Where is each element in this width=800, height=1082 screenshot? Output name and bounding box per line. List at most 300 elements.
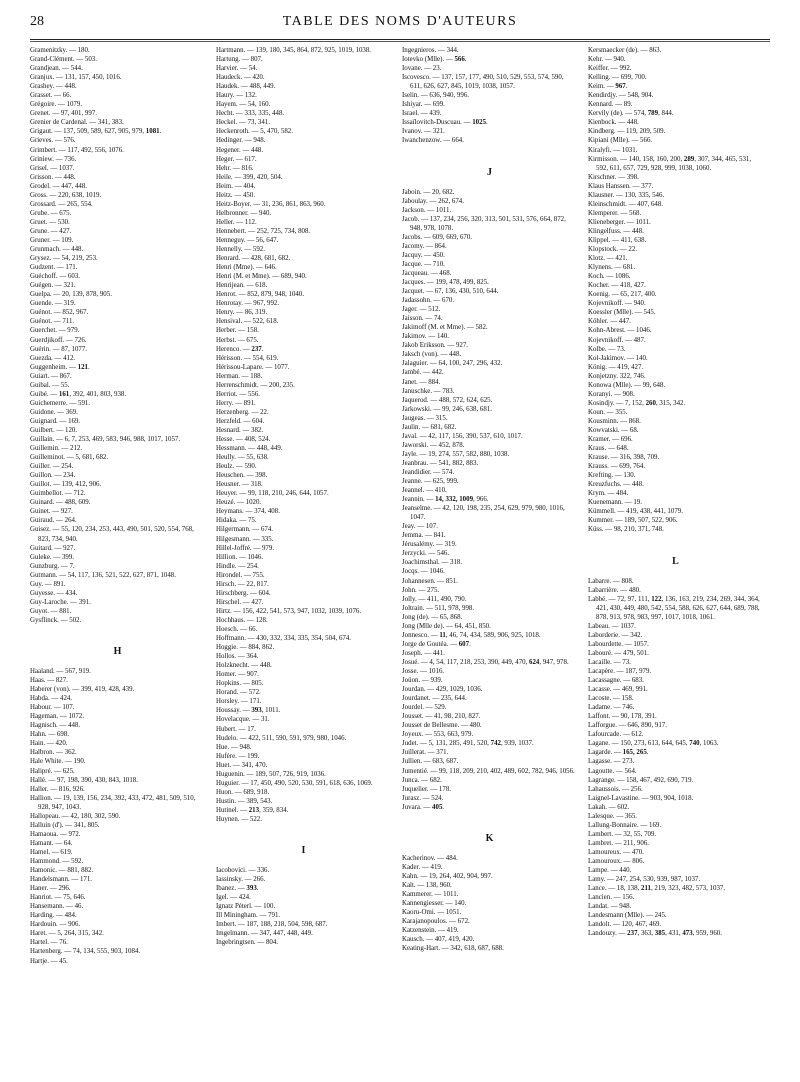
entry-text: Guiraud. — 264. [30, 517, 77, 525]
entry-text: Gross. — 220, 638, 1019. [30, 191, 102, 199]
entry-text: . [646, 749, 649, 757]
index-entry [30, 227, 205, 236]
index-entry [216, 489, 391, 498]
index-entry [402, 486, 577, 495]
index-entry [216, 200, 391, 209]
index-entry [216, 643, 391, 652]
index-column-3 [402, 46, 577, 1074]
entry-text: Hérissou-Lapare. — 1077. [216, 363, 290, 371]
entry-text: Klausner. — 130, 335, 546. [588, 191, 665, 199]
entry-text: Grand-Clément. — 503. [30, 56, 97, 64]
index-entry [588, 748, 763, 757]
entry-text: , 219, 323, 482, 573, 1037. [650, 885, 726, 893]
entry-text: . [442, 803, 445, 811]
header-rule-thin [30, 41, 770, 42]
index-entry [402, 477, 577, 486]
index-entry [402, 721, 577, 730]
index-entry [30, 336, 205, 345]
entry-text: Jakimoff (M. et Mme). — 582. [402, 324, 488, 332]
entry-text: Keating-Hart. — 342, 618, 687, 688. [402, 945, 504, 953]
index-entry [30, 218, 205, 227]
index-entry [30, 767, 205, 776]
index-entry [216, 91, 391, 100]
entry-text: Guyesse. — 434. [30, 589, 78, 597]
entry-text: Halbron. — 362. [30, 749, 77, 757]
index-entry [588, 299, 763, 308]
entry-text: Haas. — 827. [30, 677, 68, 685]
index-entry [216, 589, 391, 598]
entry-page-bold: 473 [682, 930, 693, 938]
entry-text: Jaisson. — 74. [402, 315, 443, 323]
entry-text: Haller. — 816, 926. [30, 785, 85, 793]
index-entry [588, 209, 763, 218]
entry-text: Landat. — 948. [588, 903, 632, 911]
index-entry [588, 317, 763, 326]
index-entry [402, 396, 577, 405]
entry-text: Lacoste. — 158. [588, 695, 634, 703]
index-entry [588, 920, 763, 929]
index-entry [402, 748, 577, 757]
index-entry [402, 658, 577, 667]
index-entry [216, 136, 391, 145]
entry-text: Herber. — 158. [216, 327, 259, 335]
entry-page-bold: 385 [654, 930, 666, 938]
index-entry [216, 127, 391, 136]
index-entry [216, 363, 391, 372]
entry-text: Ingebringtsen. — 804. [216, 939, 279, 947]
index-entry [588, 866, 763, 875]
index-entry [402, 504, 577, 522]
index-entry [216, 417, 391, 426]
entry-text: Kammerer. — 1011. [402, 890, 459, 898]
index-entry [402, 640, 577, 649]
index-entry [402, 676, 577, 685]
entry-text: Kojevnikoff. — 940. [588, 300, 646, 308]
entry-text: , 947, 978. [539, 658, 569, 666]
index-entry [402, 649, 577, 658]
index-entry [588, 712, 763, 721]
entry-text: Grasset. — 66. [30, 92, 72, 100]
index-entry [216, 544, 391, 553]
entry-text: Heuschen. — 398. [216, 472, 268, 480]
index-entry [402, 305, 577, 314]
entry-page-bold: 260 [645, 399, 656, 407]
index-entry [30, 589, 205, 598]
index-entry [30, 821, 205, 830]
entry-text: Heully. — 55, 638. [216, 454, 269, 462]
index-entry [402, 926, 577, 935]
page-number: 28 [30, 14, 44, 29]
index-entry [30, 209, 205, 218]
index-entry [402, 890, 577, 899]
entry-text: Kojevnikoff. — 487. [588, 336, 646, 344]
entry-text: Heitz-Boyer. — 31, 236, 861, 863, 960. [216, 200, 326, 208]
index-entry [30, 553, 205, 562]
index-entry [30, 580, 205, 589]
index-entry [216, 399, 391, 408]
index-entry [216, 326, 391, 335]
index-entry [30, 399, 205, 408]
index-entry [30, 685, 205, 694]
entry-text: Hartmann. — 139, 180, 345, 864, 872, 925, 1019, 1038. [216, 47, 372, 54]
entry-text: Herzfeld. — 604. [216, 417, 265, 425]
index-entry [216, 788, 391, 797]
index-column-1 [30, 46, 205, 1074]
entry-text: Guy-Laroche. — 391. [30, 598, 91, 606]
entry-text: Krefting. — 130. [588, 472, 636, 480]
index-entry [216, 82, 391, 91]
entry-text: Jong (Mlle de). — 64, 451, 850. [402, 622, 491, 630]
entry-text: Lagoutte. — 564. [588, 767, 637, 775]
entry-page-bold: 165, 265 [622, 749, 647, 757]
entry-text: Jarkowski. — 99, 246, 638, 681. [402, 405, 492, 413]
entry-page-bold: 566 [454, 56, 465, 64]
index-entry [402, 233, 577, 242]
index-entry [402, 613, 577, 622]
index-entry [216, 866, 391, 875]
entry-text: Hayem. — 54, 160. [216, 101, 271, 109]
entry-text: Guillot. — 139, 412, 906. [30, 481, 102, 489]
index-entry [402, 899, 577, 908]
index-entry [588, 721, 763, 730]
index-entry [216, 752, 391, 761]
entry-text: Hanriot. — 75, 646. [30, 894, 86, 902]
index-entry [30, 911, 205, 920]
index-entry [588, 308, 763, 317]
entry-text: Jaboin. — 20, 682. [402, 188, 455, 196]
index-entry [402, 127, 577, 136]
entry-text: Houssay. — [216, 707, 252, 715]
index-entry [216, 109, 391, 118]
entry-text: Jager. — 512. [402, 306, 441, 314]
entry-text: Gudzent. — 171. [30, 264, 78, 272]
index-entry [30, 100, 205, 109]
entry-text: Labourdette. — 1057. [588, 640, 649, 648]
entry-text: Imgelmann. — 347, 447, 448, 449. [216, 930, 313, 938]
entry-text: Harvier. — 54. [216, 65, 258, 73]
entry-page-bold: 121 [77, 363, 88, 371]
index-entry [30, 848, 205, 857]
index-entry [588, 676, 763, 685]
index-entry [216, 164, 391, 173]
entry-text: Konjetzny. 322, 746. [588, 372, 646, 380]
index-entry [588, 739, 763, 748]
index-entry [216, 64, 391, 73]
index-entry [588, 812, 763, 821]
entry-text: Guitard. — 927. [30, 544, 76, 552]
index-entry [402, 712, 577, 721]
index-entry [30, 64, 205, 73]
entry-text: Jakob Eriksson. — 927. [402, 342, 469, 350]
index-entry [30, 703, 205, 712]
entry-text: Guichemerre. — 591. [30, 399, 91, 407]
entry-text: Hallé. — 97, 198, 390, 430, 843, 1018. [30, 776, 138, 784]
entry-text: Jeannel. — 410. [402, 487, 447, 495]
entry-text: Hirschel. — 427. [216, 598, 264, 606]
entry-text: Koch. — 1086. [588, 273, 631, 281]
entry-text: Kocher. — 418, 427. [588, 282, 646, 290]
entry-text: Hamel. — 619. [30, 848, 73, 856]
entry-text: Heckenroth. — 5, 470, 582. [216, 128, 293, 136]
entry-text: Kacherinov. — 484. [402, 854, 458, 862]
index-entry [216, 902, 391, 911]
entry-text: Lamouroux. — 806. [588, 857, 645, 865]
entry-text: Jayle. — 19, 274, 557, 582, 880, 1038. [402, 450, 510, 458]
index-entry [402, 332, 577, 341]
entry-text: Grashey. — 448. [30, 83, 77, 91]
index-entry [402, 109, 577, 118]
index-entry [30, 516, 205, 525]
entry-text: Hennelly. — 592. [216, 246, 265, 254]
entry-text: Labouré. — 479, 501. [588, 649, 649, 657]
entry-text: Joyeux. — 553, 663, 979. [402, 731, 474, 739]
index-entry [216, 525, 391, 534]
index-entry [588, 290, 763, 299]
entry-text: Jourdanet. — 235, 644. [402, 695, 467, 703]
index-entry [402, 296, 577, 305]
index-entry [588, 345, 763, 354]
entry-text: Hopkins. — 805. [216, 680, 264, 688]
entry-page-bold: 161 [58, 390, 70, 398]
index-entry [588, 417, 763, 426]
index-entry [30, 127, 205, 136]
section-letter: J [487, 166, 492, 178]
index-column-4 [588, 46, 763, 1074]
index-entry [216, 227, 391, 236]
entry-text: Jaworski. — 452, 878. [402, 441, 465, 449]
index-entry [588, 694, 763, 703]
entry-text: Judet. — 5, 131, 285, 491, 520, [402, 740, 491, 748]
index-entry [30, 299, 205, 308]
entry-text: Kindberg. — 119, 209, 509. [588, 128, 666, 136]
index-entry [588, 875, 763, 884]
index-entry [216, 191, 391, 200]
entry-text: Harding. — 484. [30, 912, 77, 920]
entry-text: Jourdel. — 529. [402, 704, 447, 712]
entry-text: Kummer. — 189, 507, 522, 906. [588, 517, 678, 525]
entry-text: Kümmell. — 419, 438, 441, 1079. [588, 508, 683, 516]
entry-text: Guiart. — 867. [30, 372, 72, 380]
index-entry [216, 426, 391, 435]
entry-text: Junca. — 682. [402, 776, 442, 784]
index-entry [402, 387, 577, 396]
entry-page-bold: 211 [641, 885, 651, 893]
index-entry [588, 426, 763, 435]
entry-text: Krauss. — 699, 764. [588, 463, 646, 471]
entry-text: Herry. — 891. [216, 399, 256, 407]
entry-text: Iacobovici. — 336. [216, 867, 270, 875]
entry-text: Haudek. — 488, 449. [216, 83, 276, 91]
index-entry [216, 471, 391, 480]
entry-text: Haury. — 132. [216, 92, 257, 100]
entry-text: Hehr. — 816. [216, 164, 254, 172]
index-entry [30, 146, 205, 155]
index-entry [30, 363, 205, 372]
index-entry [588, 435, 763, 444]
entry-text: Kaoru-Omi. — 1051. [402, 909, 462, 917]
entry-text: Kraus. — 648. [588, 445, 629, 453]
index-entry [30, 947, 205, 956]
index-entry [588, 182, 763, 191]
index-entry [588, 109, 763, 118]
entry-text: Heuzé. — 1020. [216, 499, 262, 507]
entry-page-bold: 122 [651, 595, 662, 603]
index-entry [216, 815, 391, 824]
entry-text: Keiffer. — 992. [588, 65, 632, 73]
entry-text: Kehr. — 940. [588, 56, 626, 64]
entry-text: Lancien. — 156. [588, 894, 635, 902]
entry-text: Küss. — 98, 210, 371, 748. [588, 526, 664, 534]
index-entry [588, 146, 763, 155]
entry-text: Hollos. — 364. [216, 653, 259, 661]
index-entry [216, 938, 391, 947]
index-entry [588, 516, 763, 525]
section-letter: L [672, 555, 679, 567]
index-entry [402, 872, 577, 881]
entry-text: Haudeck. — 420. [216, 74, 265, 82]
entry-text: Labarre. — 808. [588, 577, 634, 585]
entry-text: Lambret. — 211, 906. [588, 839, 649, 847]
entry-text: Iwanchenzow. — 664. [402, 137, 464, 145]
entry-text: Hérisson. — 554, 619. [216, 354, 279, 362]
index-entry [402, 694, 577, 703]
index-entry [216, 46, 391, 55]
entry-text: Lafforgue. — 646, 890, 917. [588, 722, 667, 730]
entry-page-bold: 393 [251, 707, 262, 715]
index-entry [30, 372, 205, 381]
index-entry [588, 155, 763, 173]
entry-text: Laignel-Lavastine. — 903, 904, 1018. [588, 794, 694, 802]
index-entry [216, 761, 391, 770]
index-entry [30, 748, 205, 757]
entry-text: Kousminn. — 868. [588, 417, 641, 425]
index-entry [402, 350, 577, 359]
index-entry [402, 558, 577, 567]
header-rule [30, 39, 770, 40]
entry-text: Grisel. — 1037. [30, 164, 75, 172]
entry-text: Lacassagne. — 683. [588, 677, 644, 685]
index-entry [402, 242, 577, 251]
entry-text: Laborderie. — 342. [588, 631, 643, 639]
index-entry [402, 423, 577, 432]
index-entry [30, 254, 205, 263]
index-entry [588, 794, 763, 803]
index-entry [216, 884, 391, 893]
entry-text: Hesse. — 408, 524. [216, 436, 271, 444]
entry-text: Hahn. — 698. [30, 731, 70, 739]
index-entry [30, 712, 205, 721]
entry-text: Hamonic. — 881, 882. [30, 867, 94, 875]
entry-text: Konowa (Mlle). — 99, 648. [588, 381, 666, 389]
entry-text: Karajanopoulos. — 672. [402, 918, 470, 926]
entry-text: Hoesch. — 66. [216, 626, 258, 633]
index-entry [30, 893, 205, 902]
index-entry [216, 893, 391, 902]
index-entry [588, 408, 763, 417]
entry-text: Lalesque. — 365. [588, 812, 637, 820]
entry-text: Jeannin. — [402, 496, 436, 504]
entry-text: Hirschberg. — 604. [216, 589, 271, 597]
entry-text: Jaquerod. — 488, 572, 624, 625. [402, 396, 493, 404]
index-entry [402, 459, 577, 468]
entry-text: Grimbert. — 117, 492, 556, 1076. [30, 146, 124, 154]
entry-text: , 1063. [699, 740, 719, 748]
entry-text: Guggenheim. — [30, 363, 78, 371]
entry-text: Heller. — 112. [216, 218, 257, 226]
entry-text: Jacobs. — 609, 669, 670. [402, 233, 473, 241]
index-entry [588, 281, 763, 290]
index-entry [216, 100, 391, 109]
index-entry [588, 191, 763, 200]
index-entry [588, 649, 763, 658]
entry-text: Heuyer. — 99, 118, 210, 246, 644, 1057. [216, 490, 329, 498]
entry-text: Juvara. — [402, 803, 433, 811]
entry-text: Haberer (von). — 399, 419, 428, 439. [30, 686, 135, 694]
entry-text: Kirmisson. — 140, 158, 160, 200, [588, 155, 684, 163]
index-entry [216, 562, 391, 571]
entry-text: Grigaut. — 137, 509, 589, 627, 905, 979, [30, 128, 146, 136]
index-entry [402, 586, 577, 595]
entry-text: Guiller. — 254. [30, 463, 74, 471]
entry-text: Jourdan. — 429, 1029, 1036. [402, 686, 483, 694]
index-entry [402, 577, 577, 586]
entry-text: Guyot. — 881. [30, 607, 72, 615]
entry-text: Herriot. — 556. [216, 390, 261, 398]
entry-text: Ladame. — 746. [588, 704, 635, 712]
entry-text: , 307, 344, 465, 531, 592, 611, 657, 729, 928, 999, 1038, 1060. [596, 155, 752, 172]
index-entry [30, 875, 205, 884]
index-entry [588, 830, 763, 839]
entry-text: Köhler. — 447. [588, 318, 631, 326]
index-entry [30, 182, 205, 191]
entry-text: Lacasse. — 469, 991. [588, 686, 648, 694]
index-entry [216, 770, 391, 779]
index-entry [402, 785, 577, 794]
entry-text: Joseph. — 441. [402, 649, 445, 657]
entry-text: Herrenschmidt. — 200, 235. [216, 381, 295, 389]
entry-text: Lagane. — 150, 273, 613, 644, 645, [588, 740, 690, 748]
index-entry [216, 245, 391, 254]
index-entry [588, 263, 763, 272]
entry-text: Hutinel. — [216, 806, 249, 814]
index-entry [588, 525, 763, 534]
entry-text: . [88, 363, 90, 371]
entry-text: Jaugeas. — 315. [402, 414, 448, 422]
index-entry [402, 567, 577, 576]
index-entry [588, 100, 763, 109]
index-entry [588, 444, 763, 453]
index-entry [30, 444, 205, 453]
index-entry [588, 507, 763, 516]
entry-text: Krause. — 316, 398, 709. [588, 454, 660, 462]
index-entry [402, 604, 577, 613]
entry-page-bold: 740 [689, 740, 700, 748]
entry-text: Halluin (d'). — 341, 805. [30, 821, 100, 829]
entry-text: Kowvatski. — 68. [588, 426, 639, 434]
index-entry [216, 779, 391, 788]
index-entry [588, 730, 763, 739]
index-entry [402, 46, 577, 55]
entry-page-bold: 607 [458, 640, 470, 648]
entry-text: Henrot. — 852, 879, 948, 1040. [216, 291, 305, 299]
index-entry [402, 100, 577, 109]
index-entry [216, 507, 391, 516]
entry-text: Kolbe. — 73. [588, 345, 626, 353]
entry-text: Guégen. — 321. [30, 282, 76, 290]
index-entry [588, 336, 763, 345]
entry-text: Huon. — 689, 918. [216, 788, 270, 796]
entry-text: Hartung. — 807. [216, 56, 263, 64]
